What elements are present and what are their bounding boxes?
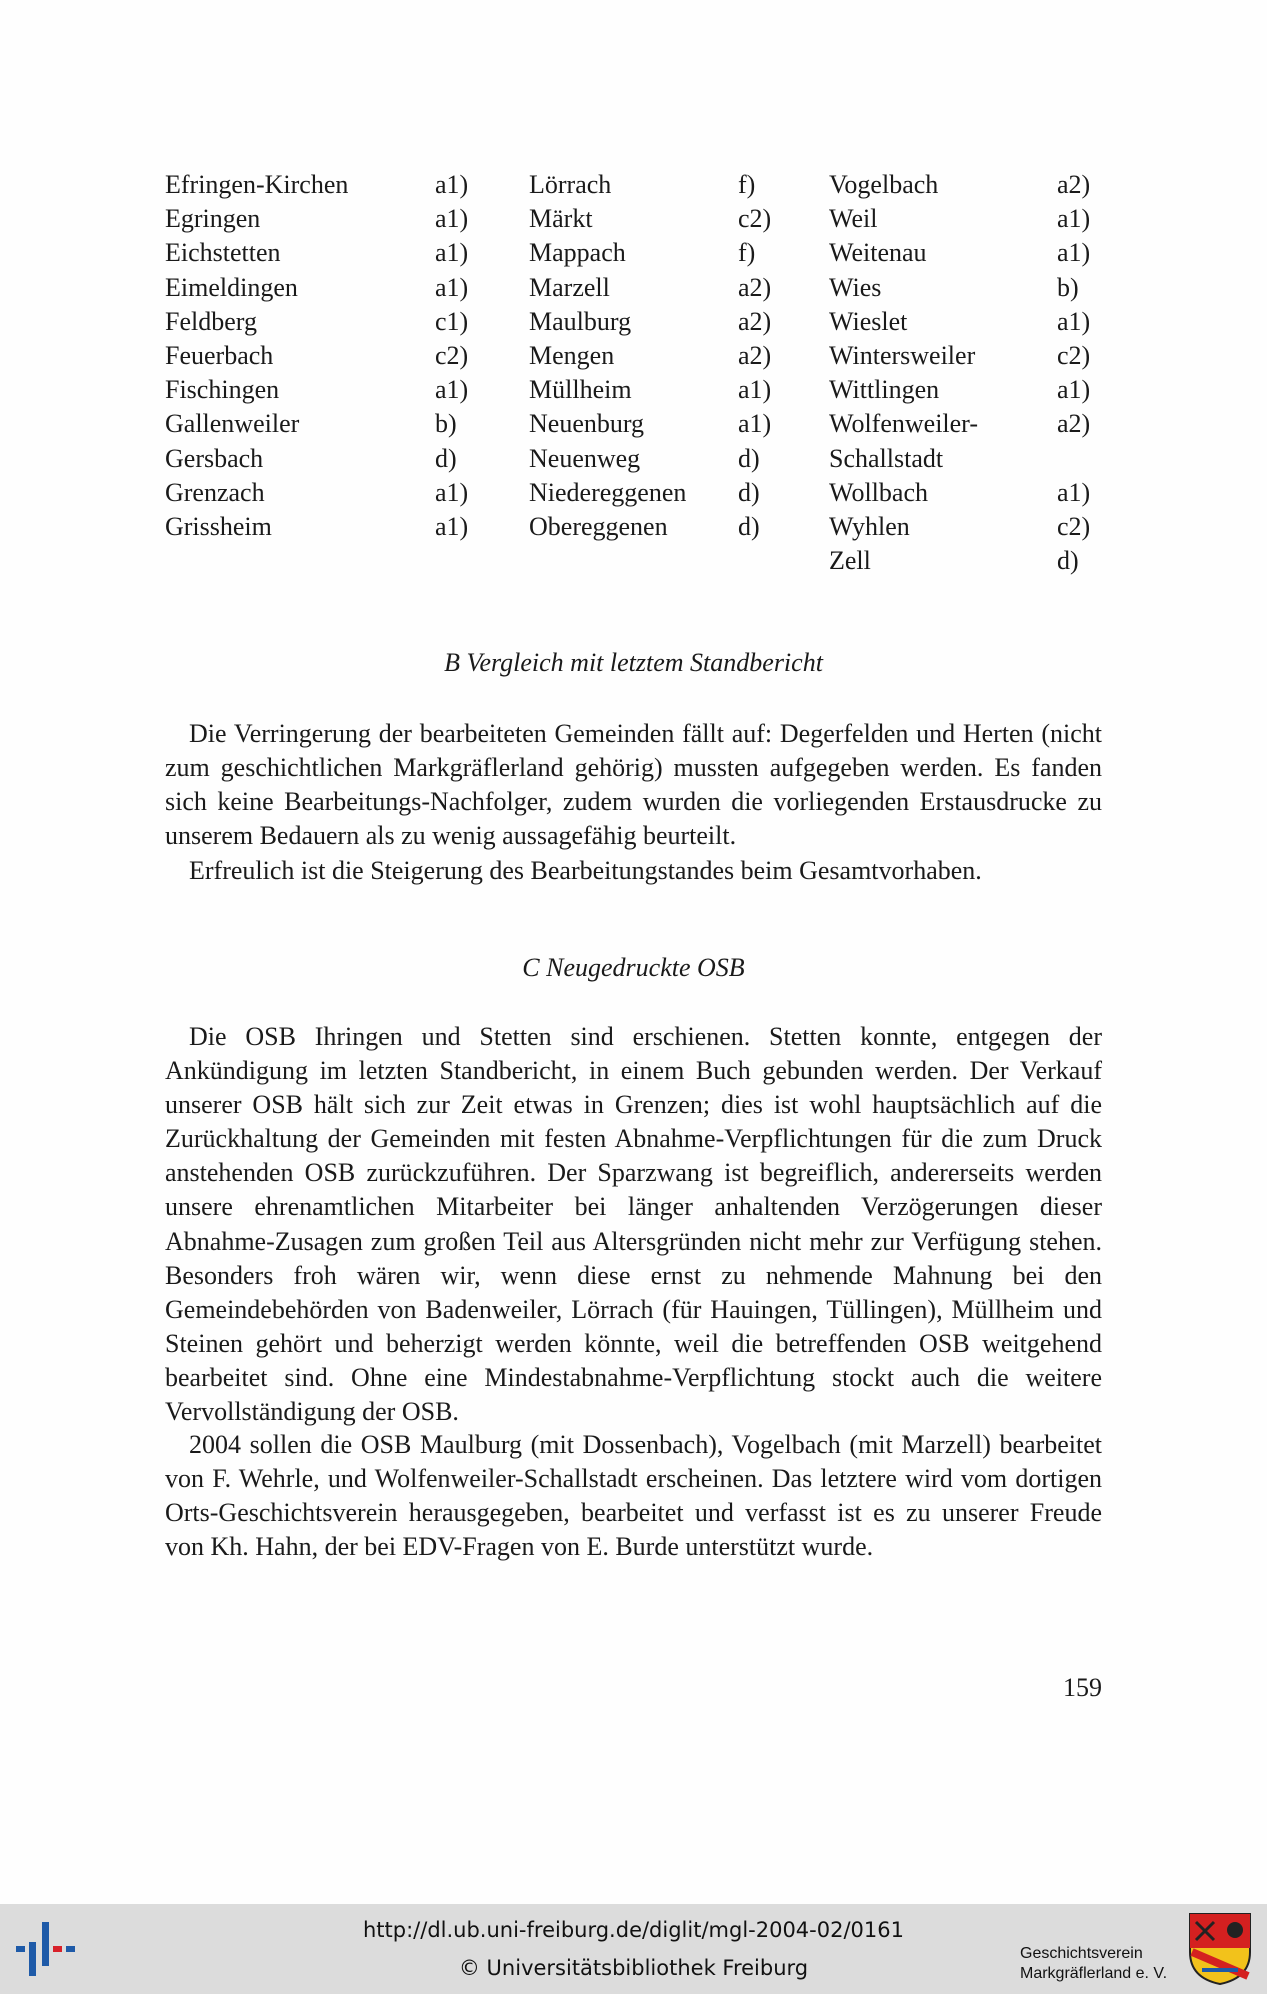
- society-name-line-1: Geschichtsverein: [1020, 1945, 1143, 1962]
- place-status-code: a1): [435, 238, 469, 268]
- place-status-code: a1): [435, 170, 469, 199]
- place-row: [165, 407, 485, 441]
- place-name: Eimeldingen: [165, 272, 298, 302]
- place-status-code: a1): [1057, 204, 1091, 234]
- place-row: [829, 271, 1099, 305]
- place-row: [165, 168, 485, 202]
- place-status-code: a1): [738, 409, 772, 439]
- place-name: Mappach: [529, 238, 626, 268]
- place-status-code: c2): [738, 204, 772, 234]
- place-name: Wieslet: [829, 306, 908, 336]
- place-status-code: a2): [738, 306, 772, 336]
- place-row: [165, 339, 485, 373]
- place-name: Fischingen: [165, 375, 280, 405]
- place-name: Wittlingen: [829, 375, 940, 405]
- coat-of-arms-shield-icon: [1188, 1912, 1252, 1986]
- place-status-code: d): [738, 477, 760, 507]
- place-status-code: a1): [738, 375, 772, 405]
- place-status-code: a1): [435, 477, 469, 507]
- place-name: Gallenweiler: [165, 409, 300, 439]
- place-status-code: d): [738, 511, 760, 541]
- place-name: Vogelbach: [829, 170, 939, 199]
- place-status-code: d): [435, 443, 457, 473]
- place-name: Efringen-Kirchen: [165, 170, 349, 199]
- place-row: [529, 442, 799, 476]
- place-name: Lörrach: [529, 170, 612, 199]
- place-name: Wollbach: [829, 477, 928, 507]
- place-row: [529, 476, 799, 510]
- place-name: Wolfenweiler-: [829, 409, 978, 439]
- place-row: [529, 407, 799, 441]
- place-row: [829, 168, 1099, 202]
- place-name: Weitenau: [829, 238, 927, 268]
- place-status-code: a1): [1057, 238, 1091, 268]
- section-c-paragraph-2: 2004 sollen die OSB Maulburg (mit Dossenbach), Vogelbach (mit Marzell) bearbeitet von F. Wehrle, und Wolfenweiler-Schallstadt erscheinen. Das letztere wird vom dortigen Orts-Geschichtsverein herausgegeben, bearbeitet und verfasst ist es zu unserer Freude von Kh. Hahn, der bei EDV-Fragen von E. Burde unterstützt wurde.: [165, 1430, 1102, 1562]
- place-name: Grenzach: [165, 477, 265, 507]
- society-name-line-2: Markgräflerland e. V.: [1020, 1965, 1168, 1982]
- place-column-1: [165, 168, 485, 544]
- place-status-code: a2): [738, 340, 772, 370]
- place-row: [165, 373, 485, 407]
- place-row: [829, 476, 1099, 510]
- place-name: Neuenburg: [529, 409, 645, 439]
- place-row: [829, 442, 1099, 476]
- place-status-code: a2): [1057, 409, 1091, 439]
- place-name: Marzell: [529, 272, 610, 302]
- place-status-code: a1): [435, 375, 469, 405]
- place-row: [529, 373, 799, 407]
- place-column-3: [829, 168, 1099, 578]
- place-row: [529, 510, 799, 544]
- place-name: Niedereggenen: [529, 477, 687, 507]
- place-row: [165, 510, 485, 544]
- place-row: [165, 271, 485, 305]
- place-row: [829, 202, 1099, 236]
- place-name: Grissheim: [165, 511, 272, 541]
- place-row: [165, 202, 485, 236]
- place-row: [529, 271, 799, 305]
- place-status-code: c2): [435, 340, 469, 370]
- place-row: [529, 305, 799, 339]
- section-c-heading: C Neugedruckte OSB: [522, 953, 745, 982]
- place-name: Wintersweiler: [829, 340, 976, 370]
- place-name: Feldberg: [165, 306, 257, 336]
- place-status-code: c2): [1057, 511, 1091, 541]
- place-row: [165, 305, 485, 339]
- place-row: [529, 236, 799, 270]
- place-status-code: a1): [1057, 477, 1091, 507]
- place-name: Müllheim: [529, 375, 632, 405]
- place-row: [829, 544, 1099, 578]
- section-b-heading: B Vergleich mit letztem Standbericht: [444, 648, 823, 677]
- place-row: [529, 202, 799, 236]
- place-name: Wies: [829, 272, 882, 302]
- place-status-code: d): [1057, 546, 1079, 576]
- place-name: Maulburg: [529, 306, 632, 336]
- place-status-code: b): [435, 409, 457, 439]
- place-status-code: a1): [435, 272, 469, 302]
- place-status-code: b): [1057, 272, 1079, 302]
- place-status-code: f): [738, 170, 756, 199]
- place-status-code: f): [738, 238, 756, 268]
- section-c-paragraph-1: Die OSB Ihringen und Stetten sind erschienen. Stetten konnte, entgegen der Ankündigung im letzten Standbericht, in einem Buch gebunden werden. Der Verkauf unserer OSB hält sich zur Zeit etwas in Grenzen; dies ist wohl hauptsächlich auf die Zurückhaltung der Gemeinden mit festen Abnahme-Verpflichtungen für die zum Druck anstehenden OSB zurückzuführen. Der Sparzwang ist begreiflich, andererseits werden unsere ehrenamtlichen Mitarbeiter bei länger anhaltenden Verzögerungen dieser Abnahme-Zusagen zum großen Teil aus Altersgründen nicht mehr zur Verfügung stehen. Besonders froh wären wir, wenn diese ernst zu nehmende Mahnung bei den Gemeindebehörden von Badenweiler, Lörrach (für Hauingen, Tüllingen), Müllheim und Steinen gehört und beherzigt werden könnte, weil die betreffenden OSB weitgehend bearbeitet sind. Ohne eine Mindestabnahme-Verpflichtung stockt auch die weitere Vervollständigung der OSB.: [165, 1022, 1102, 1427]
- place-status-code: c1): [435, 306, 469, 336]
- place-column-2: [529, 168, 799, 544]
- place-name: Eichstetten: [165, 238, 281, 268]
- place-row: [529, 168, 799, 202]
- place-status-code: a1): [435, 511, 469, 541]
- place-name: Egringen: [165, 204, 261, 234]
- society-name: [1020, 1944, 1167, 1984]
- place-status-code: a1): [1057, 375, 1091, 405]
- place-name: Neuenweg: [529, 443, 641, 473]
- section-b-paragraph-2: Erfreulich ist die Steigerung des Bearbeitungstandes beim Gesamtvorhaben.: [189, 856, 982, 885]
- place-name: Wyhlen: [829, 511, 910, 541]
- place-row: [529, 339, 799, 373]
- place-status-code: a1): [1057, 306, 1091, 336]
- place-name: Obereggenen: [529, 511, 668, 541]
- place-status-code: a2): [738, 272, 772, 302]
- place-row: [829, 407, 1099, 441]
- place-name: Zell: [829, 546, 871, 576]
- footer-permalink[interactable]: http://dl.ub.uni-freiburg.de/diglit/mgl-2004-02/0161: [362, 1918, 904, 1942]
- place-status-code: a1): [435, 204, 469, 234]
- place-row: [165, 476, 485, 510]
- place-name: Mengen: [529, 340, 615, 370]
- place-row: [829, 373, 1099, 407]
- place-row: [165, 442, 485, 476]
- place-status-code: a2): [1057, 170, 1091, 199]
- place-status-code: c2): [1057, 340, 1091, 370]
- footer-bar: [0, 1904, 1267, 1994]
- place-name: Märkt: [529, 204, 593, 234]
- place-name: Schallstadt: [829, 443, 944, 473]
- place-name: Weil: [829, 204, 878, 234]
- section-b-paragraph-1: Die Verringerung der bearbeiteten Gemeinden fällt auf: Degerfelden und Herten (nicht zum geschichtlichen Markgräflerland gehörig) mussten aufgegeben werden. Es fanden sich keine Bearbeitungs-Nachfolger, zudem wurden die vorliegenden Erstausdrucke zu unserem Bedauern als zu wenig aussagefähig beurteilt.: [165, 719, 1102, 851]
- place-status-code: d): [738, 443, 760, 473]
- footer-copyright: © Universitätsbibliothek Freiburg: [458, 1956, 809, 1980]
- place-row: [165, 236, 485, 270]
- place-row: [829, 510, 1099, 544]
- place-row: [829, 236, 1099, 270]
- place-name: Gersbach: [165, 443, 264, 473]
- place-row: [829, 305, 1099, 339]
- place-name: Feuerbach: [165, 340, 274, 370]
- page-number: 159: [1063, 1673, 1102, 1702]
- place-row: [829, 339, 1099, 373]
